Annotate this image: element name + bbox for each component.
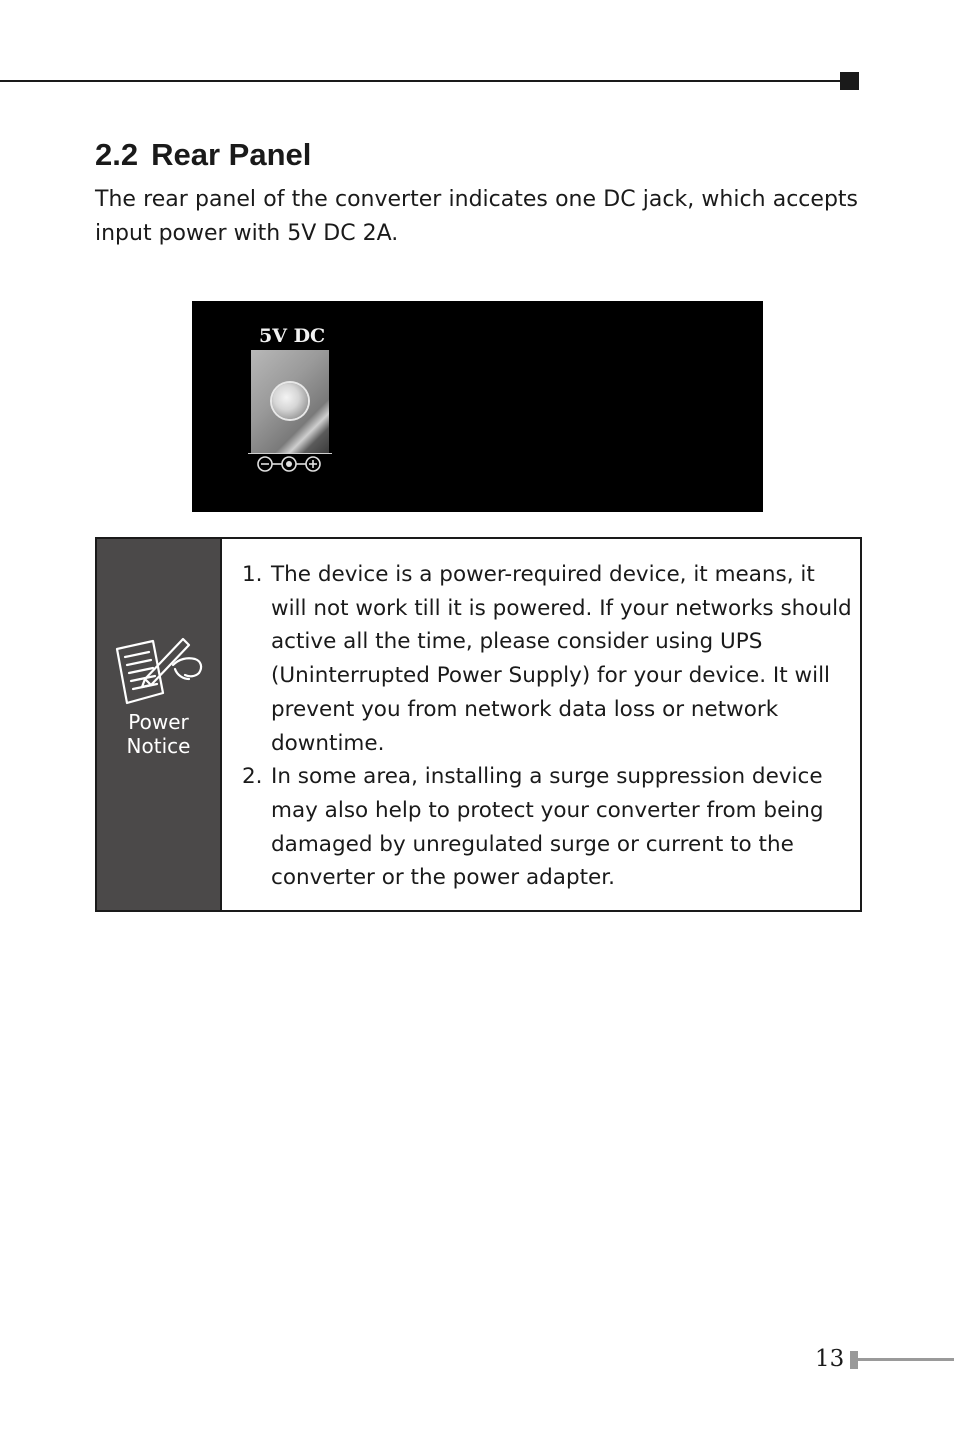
notice-item [242, 760, 852, 895]
footer-rule [858, 1358, 954, 1361]
notice-item-text: The device is a power-required device, it means, it will not work till it is powered. If your networks should active all the time, please consider using UPS (Uninterrupted Power Supply) for your device. It will prevent you from network data loss or network downtime. [271, 562, 852, 756]
header-rule [0, 80, 842, 82]
power-notice-box [95, 537, 862, 912]
footer-marker [850, 1351, 858, 1369]
section-title [95, 136, 311, 174]
notice-item [242, 558, 852, 760]
note-writing-icon [113, 635, 205, 707]
header-marker [840, 72, 859, 90]
section-title-text: Rear Panel [151, 137, 312, 172]
notice-item-marker: 2. [242, 764, 263, 790]
notice-label-power: Power [128, 710, 189, 734]
notice-label-notice: Notice [126, 734, 191, 758]
rear-panel-figure [192, 301, 763, 512]
port-label: 5V DC [259, 325, 326, 347]
dc-jack-icon [251, 350, 329, 453]
polarity-symbol-icon [256, 454, 322, 474]
section-number: 2.2 [95, 137, 139, 172]
notice-sidebar [97, 539, 222, 910]
notice-content [222, 539, 860, 910]
dc-jack-socket [272, 383, 308, 419]
notice-item-text: In some area, installing a surge suppression device may also help to protect your converter from being damaged by unregulated surge or current to the converter or the power adapter. [271, 764, 824, 891]
page-number: 13 [815, 1346, 845, 1372]
notice-list [242, 558, 852, 895]
notice-item-marker: 1. [242, 562, 263, 587]
section-intro: The rear panel of the converter indicates one DC jack, which accepts input power with 5V DC 2A. [95, 187, 858, 246]
